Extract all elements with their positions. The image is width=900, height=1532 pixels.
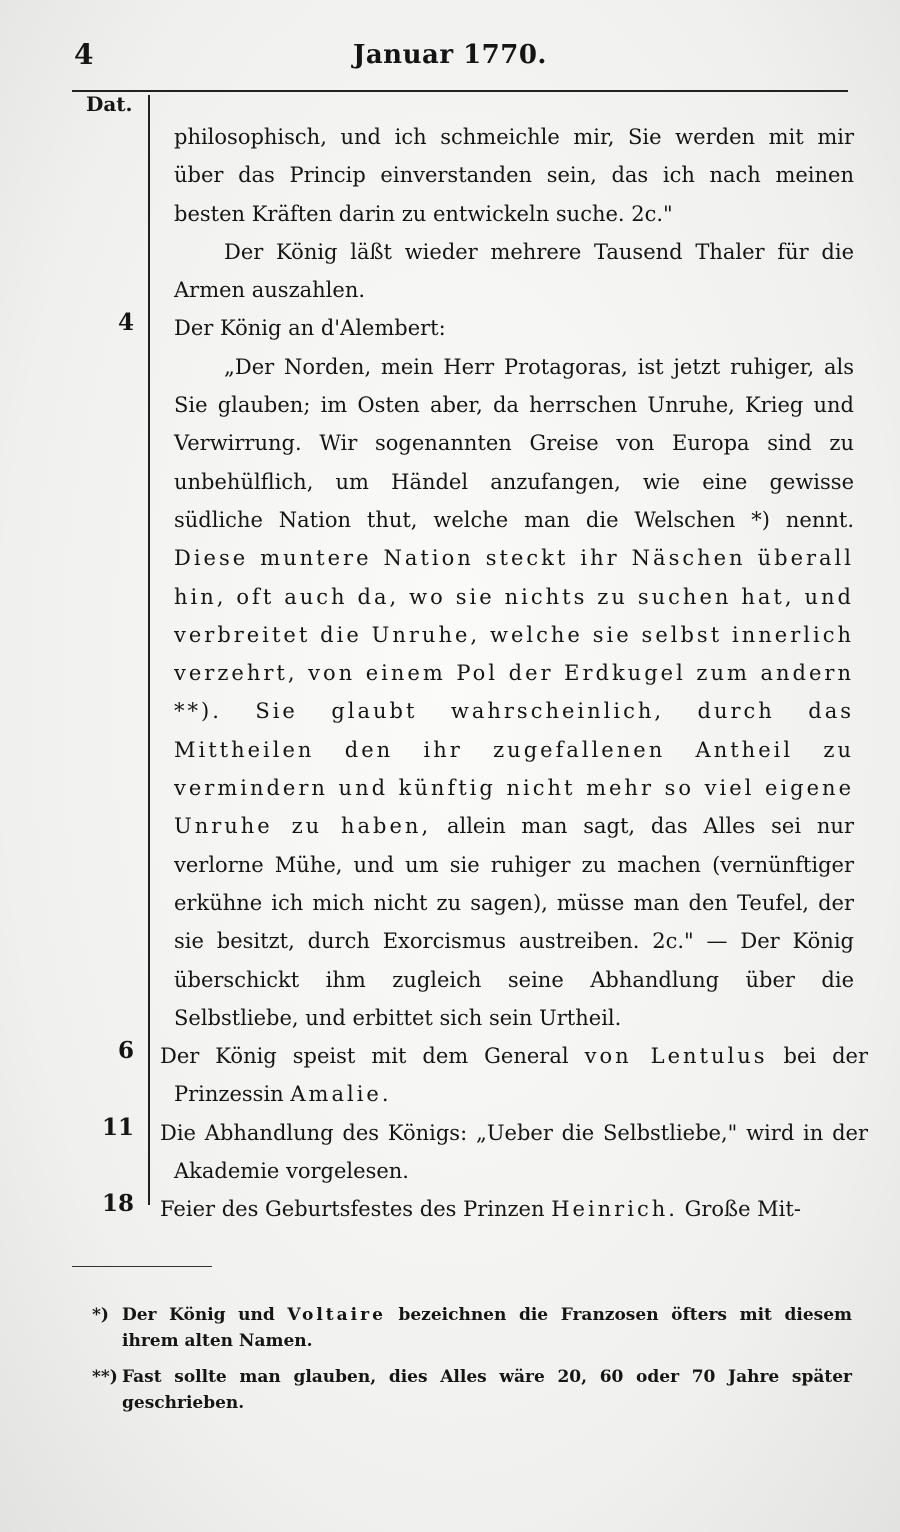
entry-text-part: Der König speist mit dem General <box>160 1044 569 1069</box>
person-name: Voltaire <box>287 1305 386 1325</box>
footnote-mark: **) <box>92 1367 118 1387</box>
page-body <box>0 118 900 1229</box>
paragraph: Der König läßt wieder mehrere Tausend Thaler für die Armen auszahlen. <box>174 239 854 303</box>
entry-date: 4 <box>117 309 134 337</box>
entry-date: 18 <box>101 1190 134 1218</box>
entry-continued <box>0 118 900 309</box>
quote-text: allein man sagt, das Alles sei nur verlorne Mühe, und um sie ruhiger zu machen (vernünftiger erkühne ich mich nicht zu sagen), müsse man den Teufel, der sie besitzt, durch Exorcismus austreiben. 2c." — Der König überschickt ihm zugleich seine Abhandlung über die Selbstliebe, und erbittet sich sein Urtheil. <box>174 814 854 1030</box>
entry-date: 6 <box>117 1037 134 1065</box>
quote-spaced-text: Diese muntere Nation steckt ihr Näschen überall hin, oft auch da, wo sie nichts zu suchen hat, und verbreitet die Unruhe, welche sie selbst innerlich verzehrt, von einem Pol der Erdkugel zum andern **). Sie glaubt wahrscheinlich, durch das Mittheilen den ihr zugefallenen Antheil zu vermindern und künftig nicht mehr so viel eigene Unruhe zu haben, <box>174 546 854 839</box>
entry-heading: Der König an d'Alembert: <box>174 316 446 341</box>
page-number: 4 <box>74 38 94 71</box>
person-name: Heinrich. <box>551 1197 678 1222</box>
entry-date-4 <box>0 309 900 1037</box>
footnote-text: bezeichnen die Franzosen öfters mit diesem ihrem alten Namen. <box>122 1305 853 1351</box>
entry-text <box>160 1037 868 1114</box>
page-header <box>0 38 900 78</box>
entry-text <box>160 1190 868 1228</box>
entry-date-6 <box>0 1037 900 1114</box>
footnote-text: Der König und <box>122 1305 275 1325</box>
footnotes <box>92 1302 852 1426</box>
footnote <box>92 1302 852 1354</box>
paragraph: philosophisch, und ich schmeichle mir, Sie werden mit mir über das Princip einverstanden sein, das ich nach meinen besten Kräften darin zu entwickeln suche. 2c." <box>174 125 854 226</box>
entry-text-part: bei der Prinzessin <box>174 1044 868 1107</box>
quote-text: „Der Norden, mein Herr Protagoras, ist jetzt ruhiger, als Sie glauben; im Osten aber, da herrschen Unruhe, Krieg und Verwirrung. Wir sogenannten Greise von Europa sind zu unbehülflich, um Händel anzufangen, wie eine gewisse südliche Nation thut, welche man die Welschen *) nennt. <box>174 354 854 532</box>
date-column-label: Dat. <box>86 92 133 116</box>
footnote-mark: *) <box>92 1305 109 1325</box>
footnote-rule <box>72 1266 212 1267</box>
entry-text-part: Große Mit- <box>684 1197 801 1222</box>
person-name: Amalie. <box>290 1082 392 1107</box>
entry-date: 11 <box>101 1113 134 1141</box>
footnote-text: Fast sollte man glauben, dies Alles wäre 20, 60 oder 70 Jahre später geschrieben. <box>122 1367 852 1413</box>
entry-text-part: Feier des Geburtsfestes des Prinzen <box>160 1197 545 1222</box>
entry-date-11 <box>0 1114 900 1191</box>
letter-quote <box>174 348 854 1037</box>
person-name: von Lentulus <box>584 1044 768 1069</box>
footnote <box>92 1364 852 1416</box>
entry-text: Die Abhandlung des Königs: „Ueber die Selbstliebe," wird in der Akademie vorgelesen. <box>160 1120 868 1184</box>
header-rule <box>72 90 848 92</box>
running-head: Januar 1770. <box>353 40 547 70</box>
entry-date-18 <box>0 1190 900 1228</box>
